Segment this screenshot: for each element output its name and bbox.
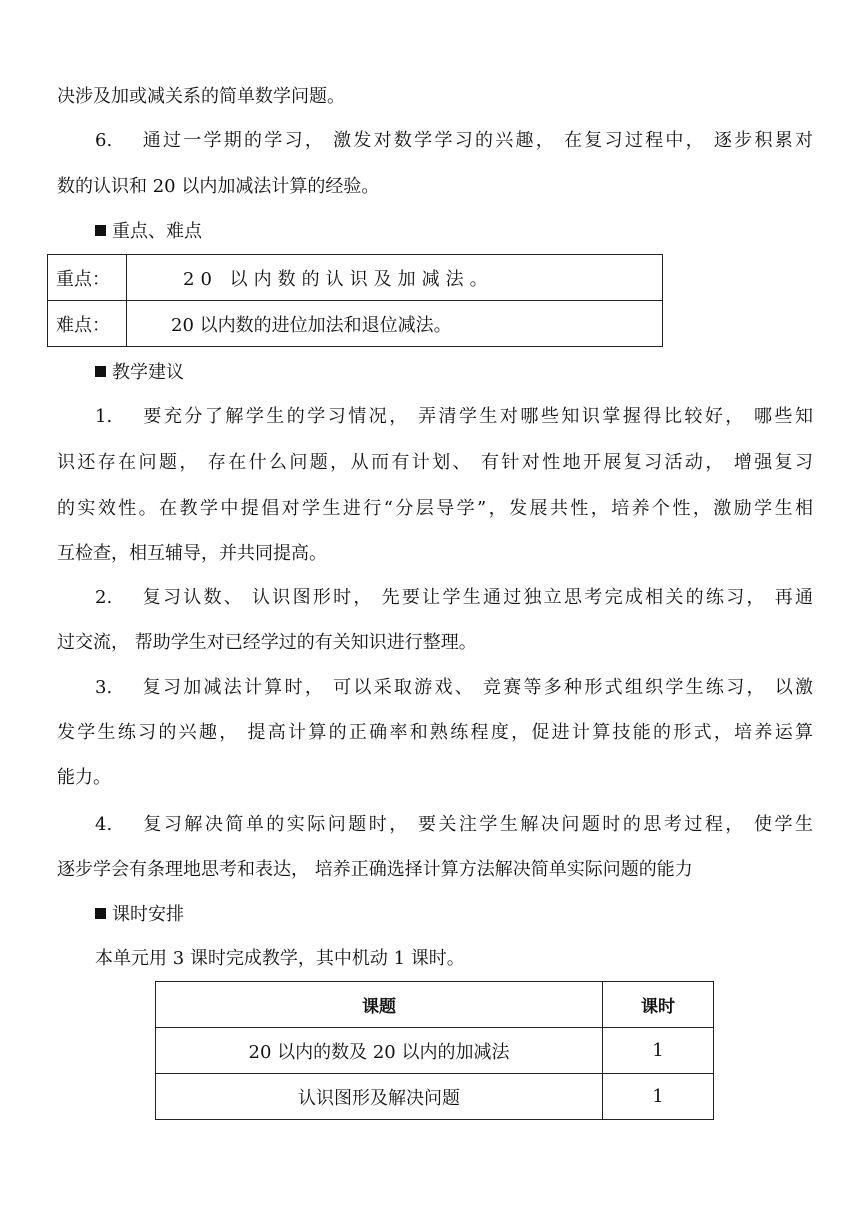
advice-3-line-2: 发学生练习的兴趣， 提高计算的正确率和熟练程度，促进计算技能的形式，培养运算 (57, 722, 813, 743)
table-cell-hours: 1 (603, 1028, 714, 1074)
square-bullet-icon (95, 225, 106, 236)
advice-1-line-4: 互检查，相互辅导，并共同提高。 (57, 543, 327, 564)
advice-4-line-2: 逐步学会有条理地思考和表达， 培养正确选择计算方法解决简单实际问题的能力 (57, 859, 693, 880)
table-row (48, 255, 663, 301)
advice-4-line-1: 4. 复习解决简单的实际问题时， 要关注学生解决问题时的思考过程， 使学生 (95, 814, 813, 835)
table-cell-topic: 20 以内的数及 20 以内的加减法 (156, 1028, 603, 1074)
table-cell-hours: 1 (603, 1074, 714, 1120)
table-row (156, 1074, 714, 1120)
table-cell-label: 重点： (48, 255, 127, 301)
advice-1-line-2: 识还存在问题， 存在什么问题，从而有计划、 有针对性地开展复习活动， 增强复习 (57, 452, 813, 473)
table-row (156, 1028, 714, 1074)
table-cell-value: 20 以内数的认识及加减法。 (127, 255, 663, 301)
advice-2-line-2: 过交流， 帮助学生对已经学过的有关知识进行整理。 (57, 632, 477, 653)
schedule-table (155, 981, 714, 1120)
table-row (48, 301, 663, 347)
square-bullet-icon (95, 366, 106, 377)
table-header-row (156, 982, 714, 1028)
advice-3-line-3: 能力。 (57, 767, 111, 788)
table-cell-topic: 认识图形及解决问题 (156, 1074, 603, 1120)
advice-1-line-3: 的实效性。在教学中提倡对学生进行“分层导学”，发展共性，培养个性，激励学生相 (57, 498, 813, 519)
section-heading-schedule (95, 904, 851, 926)
section-heading-text: 重点、难点 (112, 221, 202, 242)
advice-1-line-1: 1. 要充分了解学生的学习情况， 弄清学生对哪些知识掌握得比较好， 哪些知 (95, 406, 813, 427)
table-cell-label: 难点： (48, 301, 127, 347)
section-heading-text: 课时安排 (112, 904, 184, 925)
advice-3-line-1: 3. 复习加减法计算时， 可以采取游戏、 竞赛等多种形式组织学生练习， 以激 (95, 677, 813, 698)
table-cell-value: 20 以内数的进位加法和退位减法。 (127, 301, 663, 347)
section-heading-key-points (95, 221, 851, 243)
advice-2-line-1: 2. 复习认数、 认识图形时， 先要让学生通过独立思考完成相关的练习， 再通 (95, 587, 813, 608)
section-heading-text: 教学建议 (112, 362, 184, 383)
schedule-note: 本单元用 3 课时完成教学，其中机动 1 课时。 (95, 948, 465, 969)
paragraph-line: 决涉及加或减关系的简单数学问题。 (57, 86, 345, 107)
square-bullet-icon (95, 908, 106, 919)
goal-6-line-1: 6. 通过一学期的学习， 激发对数学学习的兴趣， 在复习过程中， 逐步积累对 (95, 130, 813, 151)
column-header-hours: 课时 (603, 982, 714, 1028)
key-points-table (47, 254, 663, 347)
goal-6-line-2: 数的认识和 20 以内加减法计算的经验。 (57, 176, 380, 197)
column-header-topic: 课题 (156, 982, 603, 1028)
section-heading-advice (95, 362, 851, 384)
